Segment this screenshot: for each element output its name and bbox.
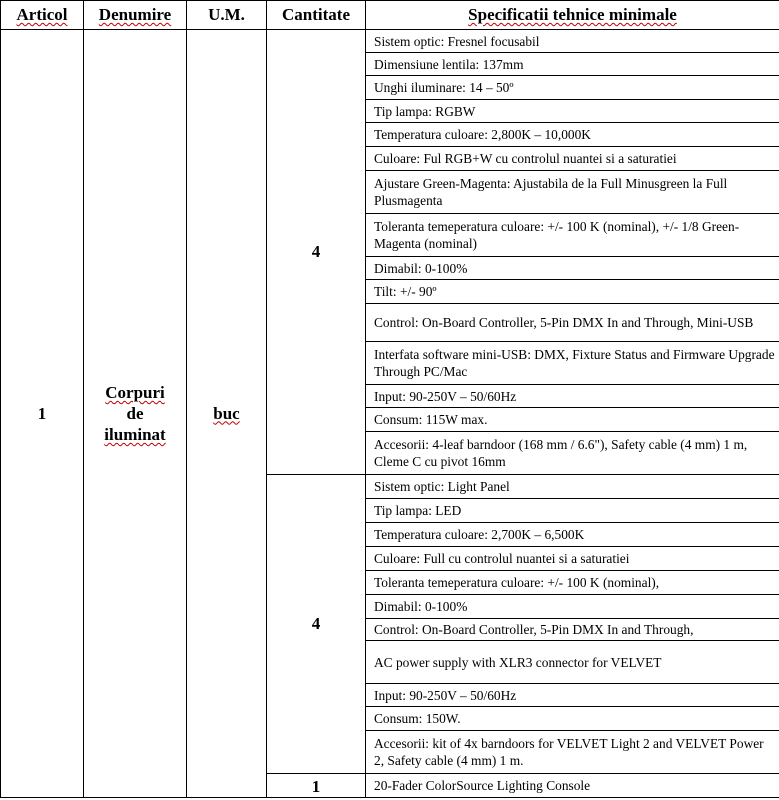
spec-cell: Temperatura culoare: 2,700K – 6,500K [366,523,779,547]
spec-cell: Temperatura culoare: 2,800K – 10,000K [366,123,779,147]
spec-cell: Dimabil: 0-100% [366,595,779,619]
spec-cell: Sistem optic: Light Panel [366,475,779,499]
table-row [1,30,779,53]
spec-cell: 20-Fader ColorSource Lighting Console [366,774,779,798]
spec-cell: Dimensiune lentila: 137mm [366,53,779,76]
spec-cell: Ajustare Green-Magenta: Ajustabila de la Full Minusgreen la Full Plusmagenta [366,171,779,214]
spec-cell: Accesorii: kit of 4x barndoors for VELVET Light 2 and VELVET Power 2, Safety cable (4 mm) 1 m. [366,731,779,774]
spec-cell: Tip lampa: RGBW [366,100,779,123]
spec-cell: Tilt: +/- 90º [366,280,779,304]
spec-cell: Control: On-Board Controller, 5-Pin DMX In and Through, [366,619,779,641]
spec-cell: Toleranta temeperatura culoare: +/- 100 K (nominal), +/- 1/8 Green-Magenta (nominal) [366,214,779,257]
header-specificatii: Specificatii tehnice minimale [366,1,779,30]
spec-cell: Interfata software mini-USB: DMX, Fixture Status and Firmware Upgrade Through PC/Mac [366,342,779,385]
spec-cell: Input: 90-250V – 50/60Hz [366,385,779,408]
spec-cell: Input: 90-250V – 50/60Hz [366,684,779,707]
spec-cell: AC power supply with XLR3 connector for VELVET [366,641,779,684]
spec-cell: Consum: 115W max. [366,408,779,432]
header-cantitate: Cantitate [267,1,366,30]
spec-cell: Control: On-Board Controller, 5-Pin DMX In and Through, Mini-USB [366,304,779,342]
spec-cell: Culoare: Ful RGB+W cu controlul nuantei si a saturatiei [366,147,779,171]
spec-cell: Consum: 150W. [366,707,779,731]
um-cell: buc [187,30,267,798]
spec-cell: Sistem optic: Fresnel focusabil [366,30,779,53]
header-um: U.M. [187,1,267,30]
header-denumire: Denumire [84,1,187,30]
articol-cell: 1 [1,30,84,798]
spec-cell: Tip lampa: LED [366,499,779,523]
cantitate-cell: 4 [267,30,366,475]
spec-cell: Dimabil: 0-100% [366,257,779,280]
spec-cell: Unghi iluminare: 14 – 50º [366,76,779,100]
denumire-cell: Corpuri de iluminat [84,30,187,798]
spec-cell: Toleranta temeperatura culoare: +/- 100 K (nominal), [366,571,779,595]
header-articol: Articol [1,1,84,30]
cantitate-cell: 1 [267,774,366,798]
cantitate-cell: 4 [267,475,366,774]
spec-cell: Culoare: Full cu controlul nuantei si a saturatiei [366,547,779,571]
header-row [1,1,779,30]
spec-cell: Accesorii: 4-leaf barndoor (168 mm / 6.6"), Safety cable (4 mm) 1 m, Cleme C cu pivot 16mm [366,432,779,475]
